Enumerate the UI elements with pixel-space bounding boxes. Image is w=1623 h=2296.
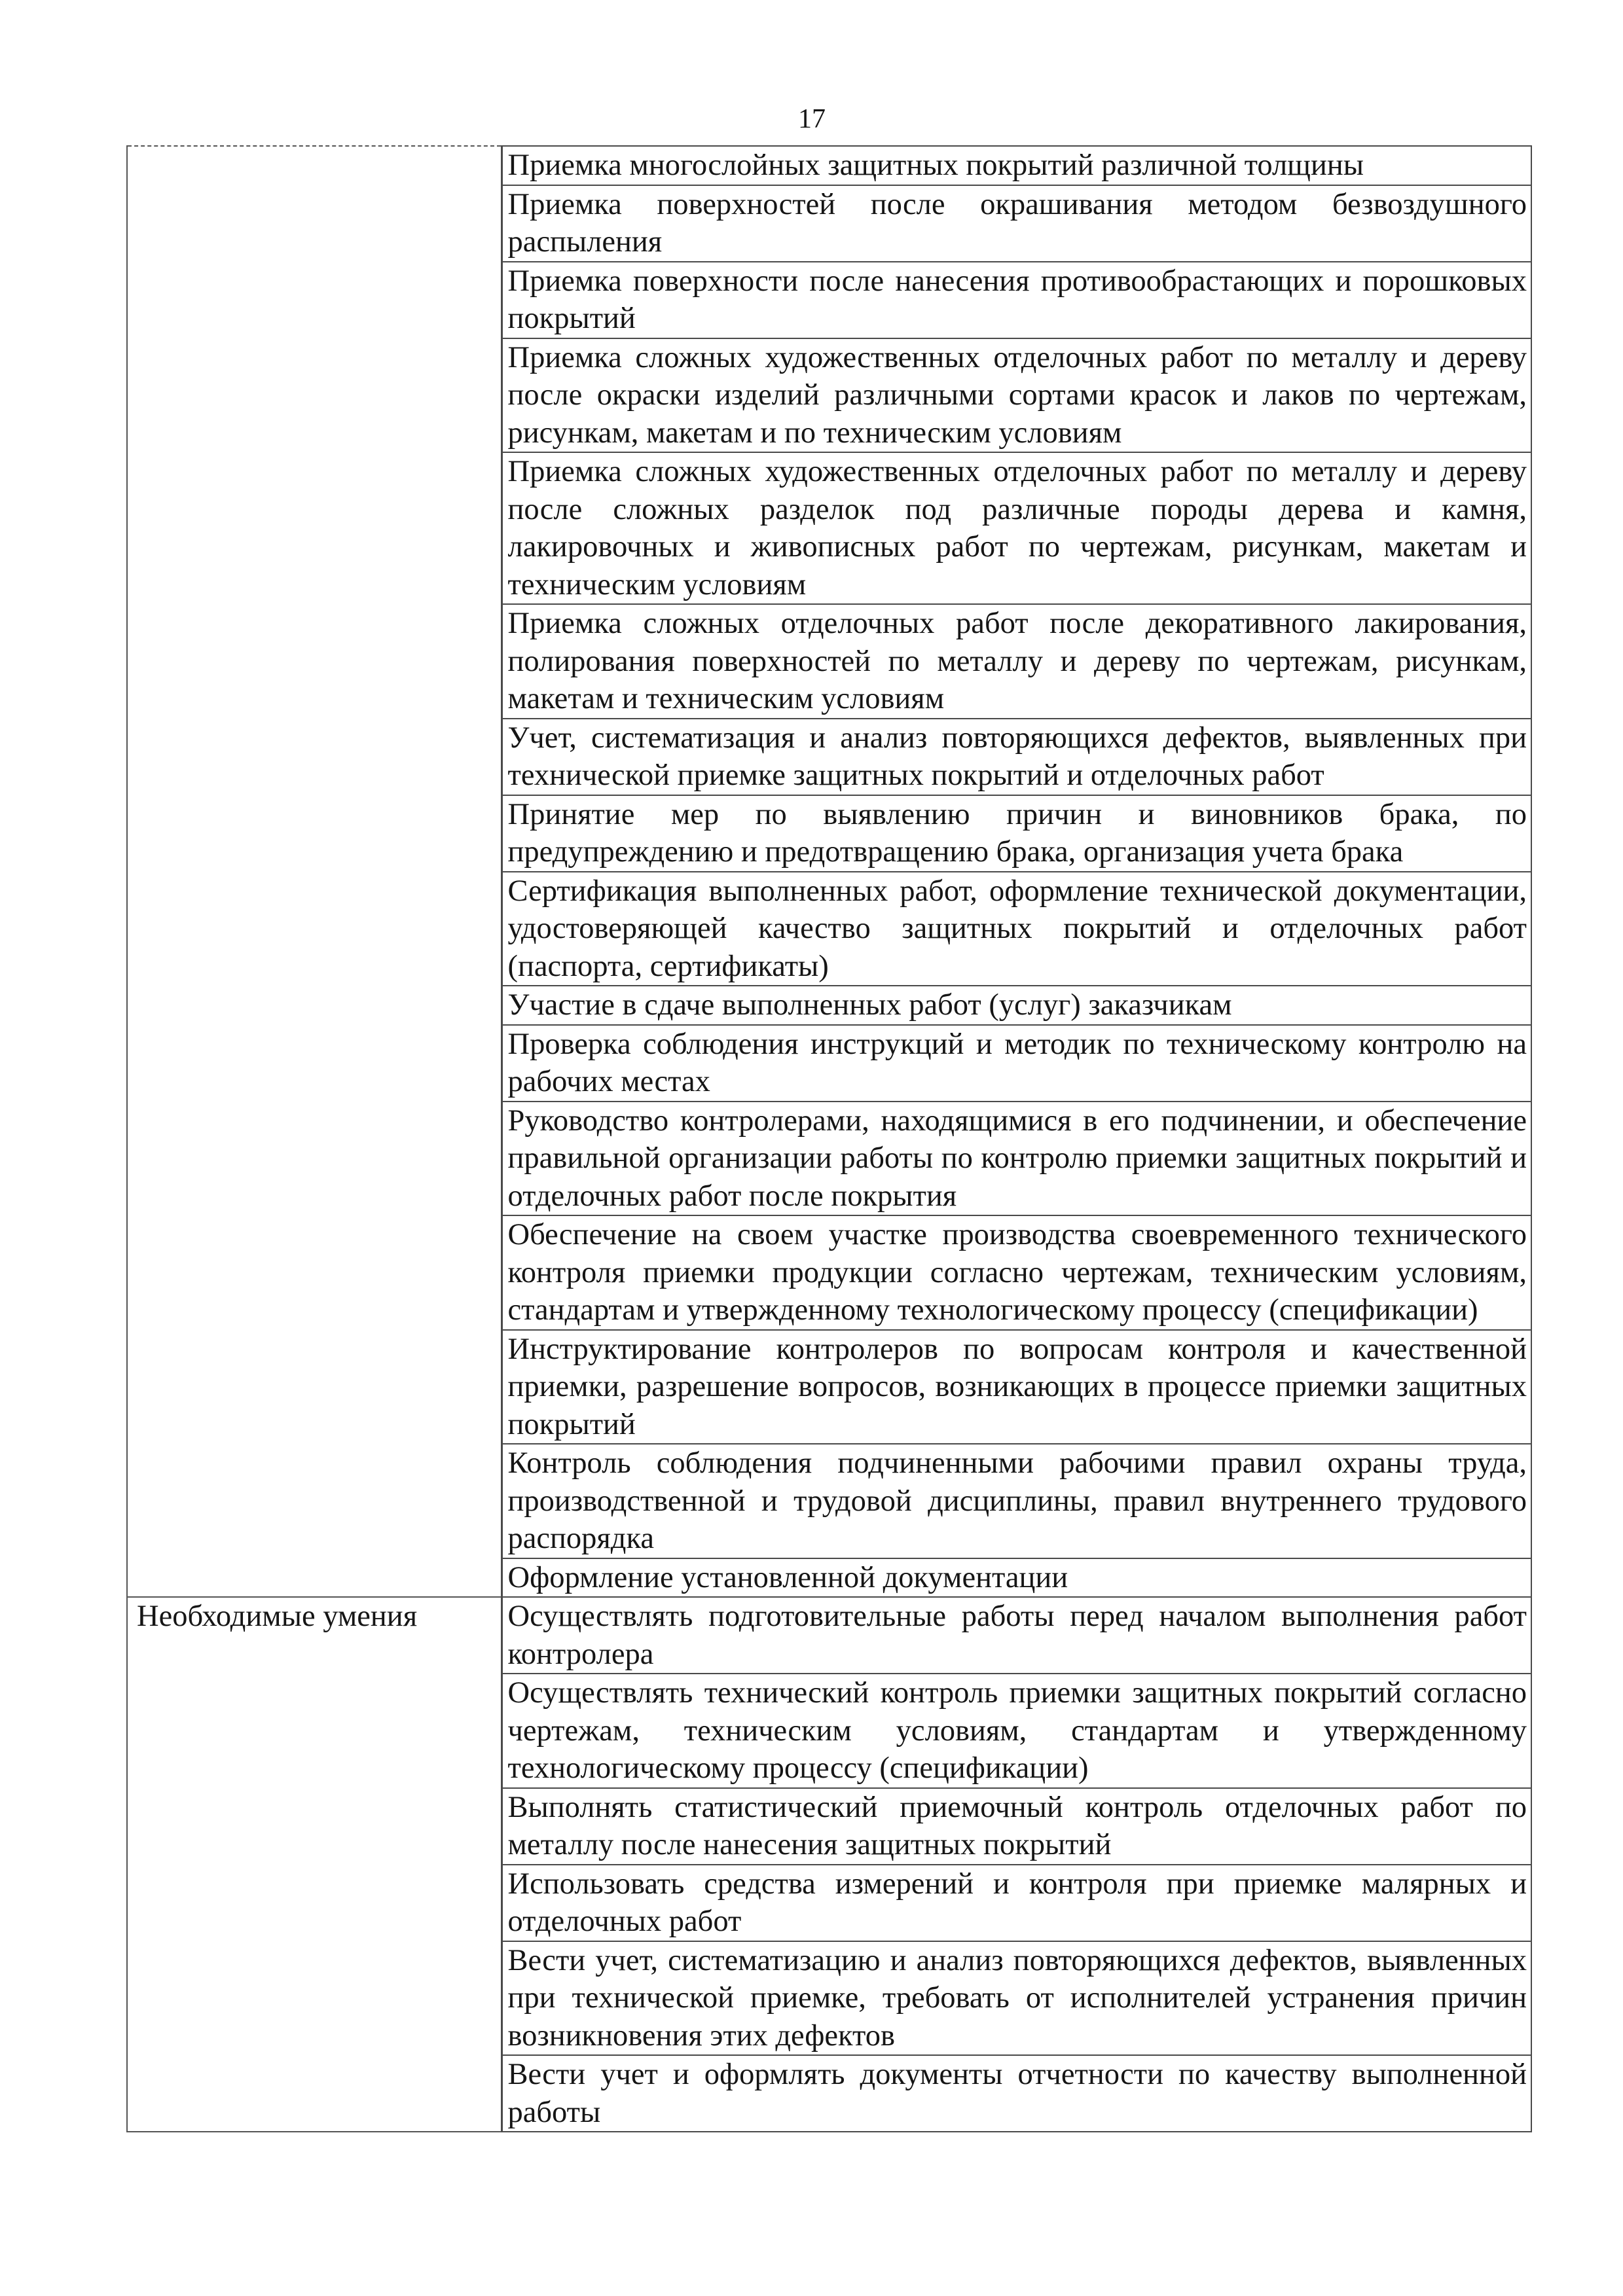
requirement-item: Приемка поверхностей после окрашивания методом безвоздушного распыления [501,185,1531,262]
requirement-item: Осуществлять технический контроль приемки защитных покрытий согласно чертежам, техническим условиям, стандартам и утвержденному технологическому процессу (спецификации) [501,1674,1531,1788]
requirement-item: Вести учет, систематизацию и анализ повторяющихся дефектов, выявленных при технической приемке, требовать от исполнителей устранения причин возникновения этих дефектов [501,1941,1531,2056]
requirement-item: Приемка многослойных защитных покрытий различной толщины [501,146,1531,185]
requirement-item: Проверка соблюдения инструкций и методик по техническому контролю на рабочих местах [501,1025,1531,1102]
requirement-item: Обеспечение на своем участке производства своевременного технического контроля приемки продукции согласно чертежам, техническим условиям, стандартам и утвержденному технологическому процессу (спецификации) [501,1215,1531,1330]
requirement-item: Сертификация выполненных работ, оформление технической документации, удостоверяющей качество защитных покрытий и отделочных работ (паспорта, сертификаты) [501,872,1531,986]
section-label: Необходимые умения [127,1597,501,2132]
page-number: 17 [798,104,826,134]
requirement-item: Осуществлять подготовительные работы перед началом выполнения работ контролера [501,1597,1531,1674]
requirement-item: Участие в сдаче выполненных работ (услуг) заказчикам [501,986,1531,1025]
requirement-item: Приемка сложных художественных отделочных работ по металлу и дереву после сложных разделок под различные породы дерева и камня, лакировочных и живописных работ по чертежам, рисункам, макетам и техническим условиям [501,452,1531,604]
requirement-item: Использовать средства измерений и контроля при приемке малярных и отделочных работ [501,1865,1531,1941]
requirement-item: Контроль соблюдения подчиненными рабочими правил охраны труда, производственной и трудовой дисциплины, правил внутреннего трудового распорядка [501,1444,1531,1558]
requirements-table [126,145,1532,2132]
requirement-item: Инструктирование контролеров по вопросам контроля и качественной приемки, разрешение вопросов, возникающих в процессе приемки защитных покрытий [501,1330,1531,1444]
requirements-table-body [127,146,1531,2132]
requirement-item: Оформление установленной документации [501,1558,1531,1598]
requirement-item: Руководство контролерами, находящимися в его подчинении, и обеспечение правильной организации работы по контролю приемки защитных покрытий и отделочных работ после покрытия [501,1102,1531,1216]
table-row [127,146,1531,185]
requirement-item: Учет, систематизация и анализ повторяющихся дефектов, выявленных при технической приемке защитных покрытий и отделочных работ [501,719,1531,795]
table-row [127,1597,1531,1674]
requirement-item: Выполнять статистический приемочный контроль отделочных работ по металлу после нанесения защитных покрытий [501,1788,1531,1865]
requirement-item: Приемка поверхности после нанесения противообрастающих и порошковых покрытий [501,262,1531,338]
requirement-item: Приемка сложных отделочных работ после декоративного лакирования, полирования поверхностей по металлу и дереву по чертежам, рисункам, макетам и техническим условиям [501,604,1531,719]
requirement-item: Приемка сложных художественных отделочных работ по металлу и дереву после окраски изделий различными сортами красок и лаков по чертежам, рисункам, макетам и по техническим условиям [501,338,1531,453]
requirement-item: Вести учет и оформлять документы отчетности по качеству выполненной работы [501,2055,1531,2132]
requirement-item: Принятие мер по выявлению причин и виновников брака, по предупреждению и предотвращению брака, организация учета брака [501,795,1531,872]
section-label [127,146,501,1597]
